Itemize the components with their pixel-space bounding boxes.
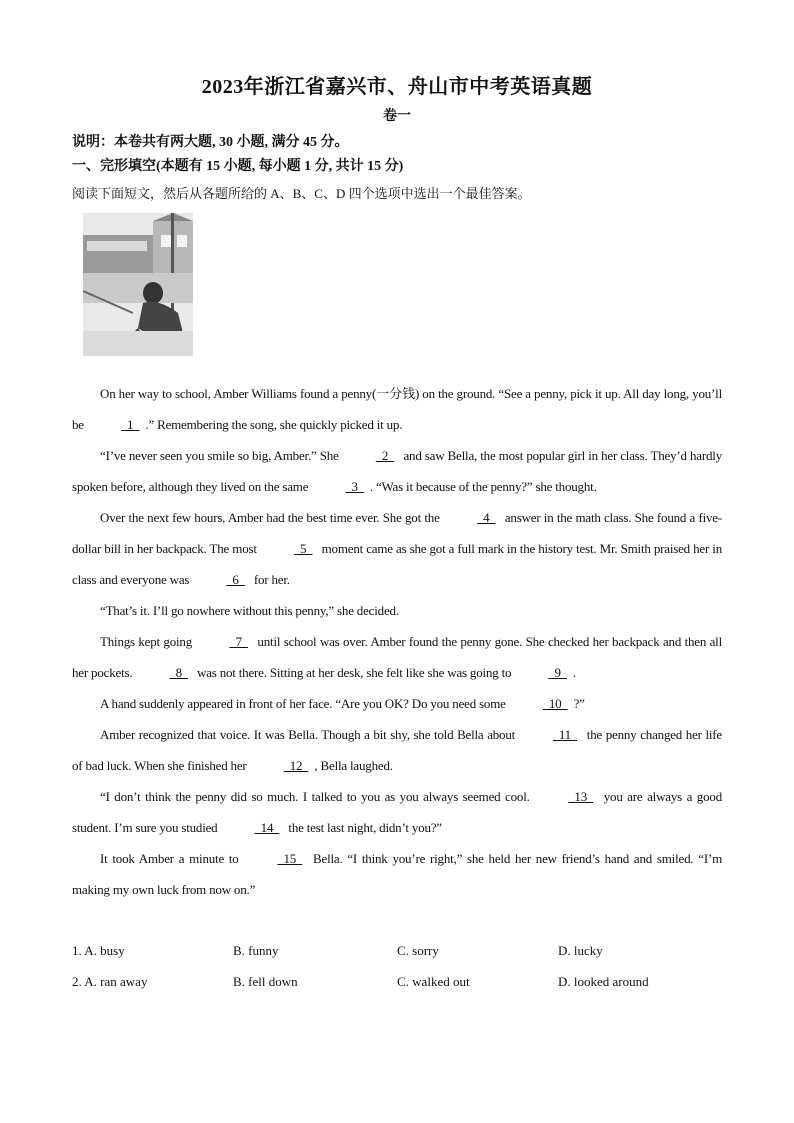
page-title: 2023年浙江省嘉兴市、舟山市中考英语真题 (201, 76, 593, 98)
passage-paragraph (72, 378, 722, 440)
exam-note: 说明：本卷共有两大题, 30 小题, 满分 45 分。 (72, 135, 349, 150)
passage-paragraph (72, 440, 722, 502)
passage-text: It took Amber a minute to (100, 851, 244, 866)
cloze-blank[interactable]: 10 (542, 696, 568, 711)
cloze-blank[interactable]: 11 (552, 727, 578, 742)
cloze-blank[interactable]: 6 (226, 572, 245, 587)
passage-text: for her. (250, 572, 290, 587)
option-c[interactable]: C. sorry (397, 943, 439, 958)
passage-paragraph (72, 781, 722, 843)
section-heading: 一、完形填空(本题有 15 小题, 每小题 1 分, 共计 15 分) (72, 159, 404, 174)
passage-text: . (572, 665, 576, 680)
cloze-blank[interactable]: 1 (120, 417, 140, 432)
cloze-blank[interactable]: 7 (229, 634, 248, 649)
passage-text: Things kept going (100, 634, 196, 649)
illustration-photo (83, 213, 193, 356)
passage-text: answer in the math class. She found a five-dollar bill in her backpack. The most (72, 510, 722, 556)
cloze-blank[interactable]: 5 (293, 541, 313, 556)
passage-paragraph (72, 843, 722, 905)
passage-text: the penny changed her life of bad luck. When she finished her (72, 727, 722, 773)
instruction-text: 阅读下面短文，然后从各题所给的 A、B、C、D 四个选项中选出一个最佳答案。 (72, 186, 531, 201)
cloze-passage (72, 378, 722, 905)
cloze-blank[interactable]: 13 (568, 789, 594, 804)
cloze-blank[interactable]: 4 (476, 510, 496, 525)
cloze-blank[interactable]: 3 (345, 479, 364, 494)
passage-text: . “Was it because of the penny?” she thought. (369, 479, 597, 494)
passage-text: Bella. “I think you’re right,” she held her new friend’s hand and smiled. “I’m making my own luck from now on.” (72, 851, 722, 897)
passage-text: ?” (573, 696, 585, 711)
passage-text: Over the next few hours, Amber had the best time ever. She got the (100, 510, 443, 525)
passage-paragraph (72, 595, 722, 626)
volume-label: 卷一 (383, 109, 411, 124)
passage-paragraph (72, 502, 722, 595)
passage-paragraph (72, 719, 722, 781)
passage-paragraph (72, 688, 722, 719)
option-a[interactable]: 2. A. ran away (72, 974, 148, 989)
cloze-blank[interactable]: 2 (375, 448, 395, 463)
passage-text: “I don’t think the penny did so much. I talked to you as you always seemed cool. (100, 789, 535, 804)
option-d[interactable]: D. lucky (558, 943, 603, 958)
cloze-blank[interactable]: 12 (283, 758, 309, 773)
option-b[interactable]: B. fell down (233, 974, 298, 989)
option-d[interactable]: D. looked around (558, 974, 649, 989)
passage-paragraph (72, 626, 722, 688)
passage-text: was not there. Sitting at her desk, she felt like she was going to (193, 665, 515, 680)
passage-text: moment came as she got a full mark in the history test. Mr. Smith praised her in class and everyone was (72, 541, 723, 587)
option-b[interactable]: B. funny (233, 943, 279, 958)
passage-text: .” Remembering the song, she quickly picked it up. (145, 417, 403, 432)
cloze-blank[interactable]: 14 (254, 820, 280, 835)
option-a[interactable]: 1. A. busy (72, 943, 125, 958)
passage-text: Amber recognized that voice. It was Bella. Though a bit shy, she told Bella about (100, 727, 519, 742)
cloze-blank[interactable]: 9 (548, 665, 567, 680)
passage-text: “That’s it. I’ll go nowhere without this penny,” she decided. (100, 603, 399, 618)
passage-text: On her way to school, Amber Williams found a penny(一分钱) on the ground. “See a penny, pick it up. All day long, you’ll be (72, 386, 722, 432)
passage-text: and saw Bella, the most popular girl in her class. They’d hardly spoken before, although they lived on the same (72, 448, 722, 494)
option-c[interactable]: C. walked out (397, 974, 470, 989)
passage-text: “I’ve never seen you smile so big, Amber.” She (100, 448, 342, 463)
cloze-blank[interactable]: 8 (169, 665, 188, 680)
passage-text: A hand suddenly appeared in front of her face. “Are you OK? Do you need some (100, 696, 509, 711)
passage-text: until school was over. Amber found the penny gone. She checked her backpack and then all her pockets. (72, 634, 722, 680)
passage-text: , Bella laughed. (314, 758, 393, 773)
passage-text: the test last night, didn’t you?” (285, 820, 442, 835)
cloze-blank[interactable]: 15 (277, 851, 303, 866)
passage-text: you are always a good student. I’m sure you studied (72, 789, 722, 835)
